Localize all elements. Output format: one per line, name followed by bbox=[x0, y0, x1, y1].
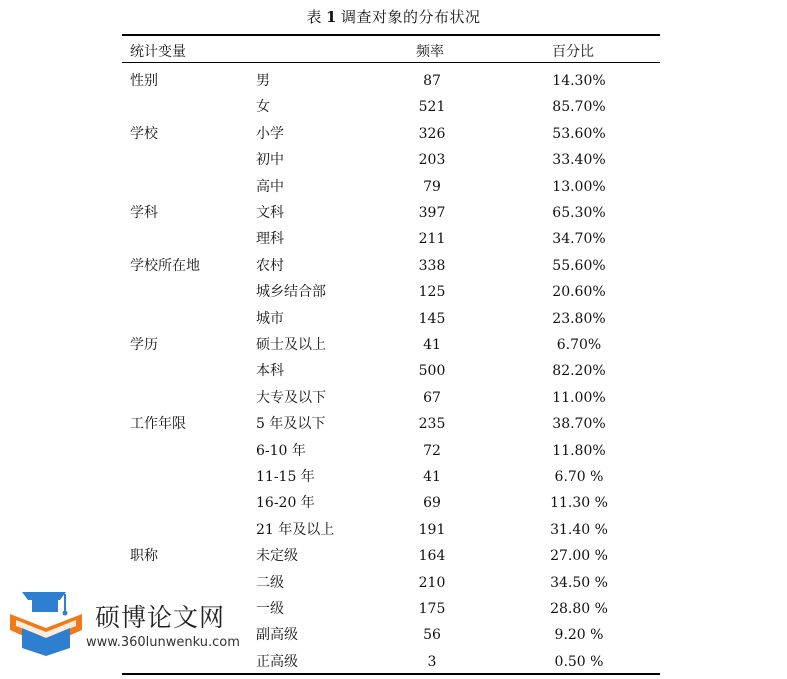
row-percent: 9.20 % bbox=[554, 627, 604, 644]
row-frequency: 500 bbox=[418, 363, 446, 380]
table-row bbox=[122, 388, 660, 414]
row-frequency: 41 bbox=[423, 469, 441, 485]
row-percent: 11.80% bbox=[552, 442, 606, 459]
table-row bbox=[122, 309, 660, 335]
table-row bbox=[122, 97, 660, 123]
table-top-rule bbox=[122, 34, 660, 36]
row-percent: 11.00% bbox=[552, 389, 606, 406]
row-frequency: 56 bbox=[423, 627, 441, 644]
row-group-label: 工作年限 bbox=[130, 416, 186, 433]
row-percent: 11.30 % bbox=[550, 495, 608, 512]
caption-prefix: 表 bbox=[306, 8, 323, 26]
row-frequency: 338 bbox=[418, 257, 446, 274]
row-frequency: 79 bbox=[423, 178, 441, 195]
row-percent: 14.30% bbox=[552, 73, 606, 89]
row-group-label: 学历 bbox=[130, 337, 158, 353]
row-frequency: 125 bbox=[418, 284, 446, 301]
table-row bbox=[122, 467, 660, 493]
row-group-label: 性别 bbox=[130, 73, 158, 89]
row-item-label: 女 bbox=[256, 99, 270, 116]
row-percent: 13.00% bbox=[552, 178, 606, 195]
row-percent: 65.30% bbox=[552, 205, 606, 221]
header-percent: 百分比 bbox=[552, 44, 594, 60]
header-variable: 统计变量 bbox=[130, 44, 186, 60]
row-frequency: 41 bbox=[423, 337, 441, 353]
row-percent: 34.50 % bbox=[550, 574, 608, 591]
table-row bbox=[122, 229, 660, 255]
row-percent: 82.20% bbox=[552, 363, 606, 380]
table-row bbox=[122, 282, 660, 308]
row-frequency: 3 bbox=[427, 653, 437, 670]
row-item-label: 男 bbox=[256, 73, 270, 89]
row-frequency: 164 bbox=[418, 548, 446, 565]
table-row bbox=[122, 414, 660, 440]
table-row bbox=[122, 71, 660, 97]
row-frequency: 87 bbox=[423, 73, 441, 89]
row-item-label: 未定级 bbox=[256, 548, 298, 565]
row-frequency: 72 bbox=[423, 442, 441, 459]
row-frequency: 210 bbox=[418, 574, 446, 591]
row-percent: 31.40 % bbox=[550, 521, 608, 538]
row-frequency: 145 bbox=[418, 310, 446, 327]
row-percent: 38.70% bbox=[552, 416, 606, 433]
row-group-label: 学校 bbox=[130, 125, 158, 142]
table-row bbox=[122, 124, 660, 150]
row-item-label: 理科 bbox=[256, 231, 284, 248]
table-row bbox=[122, 493, 660, 519]
row-frequency: 67 bbox=[423, 389, 441, 406]
row-percent: 85.70% bbox=[552, 99, 606, 116]
table-row bbox=[122, 177, 660, 203]
row-item-label: 文科 bbox=[256, 205, 284, 221]
row-item-label: 硕士及以上 bbox=[256, 337, 326, 353]
table-row bbox=[122, 203, 660, 229]
row-item-label: 高中 bbox=[256, 178, 284, 195]
table-row bbox=[122, 335, 660, 361]
row-item-label: 5 年及以下 bbox=[256, 416, 326, 433]
header-frequency: 频率 bbox=[416, 44, 444, 60]
row-item-label: 小学 bbox=[256, 125, 284, 142]
row-item-label: 本科 bbox=[256, 363, 284, 380]
row-percent: 6.70% bbox=[556, 337, 602, 353]
row-group-label: 学校所在地 bbox=[130, 257, 200, 274]
row-frequency: 203 bbox=[418, 152, 446, 169]
table-bottom-rule bbox=[122, 673, 660, 675]
row-item-label: 11-15 年 bbox=[256, 469, 315, 485]
row-percent: 0.50 % bbox=[554, 653, 604, 670]
table-header-rule bbox=[122, 62, 660, 63]
row-frequency: 235 bbox=[418, 416, 446, 433]
table-caption bbox=[0, 6, 787, 27]
row-frequency: 521 bbox=[418, 99, 446, 116]
row-frequency: 191 bbox=[418, 521, 446, 538]
row-item-label: 6-10 年 bbox=[256, 442, 306, 459]
row-percent: 6.70 % bbox=[554, 469, 604, 485]
row-group-label: 学科 bbox=[130, 205, 158, 221]
row-percent: 33.40% bbox=[552, 152, 606, 169]
row-frequency: 326 bbox=[418, 125, 446, 142]
row-frequency: 211 bbox=[418, 231, 446, 248]
row-percent: 20.60% bbox=[552, 284, 606, 301]
row-item-label: 城市 bbox=[256, 310, 284, 327]
row-percent: 55.60% bbox=[552, 257, 606, 274]
row-item-label: 农村 bbox=[256, 257, 284, 274]
row-frequency: 69 bbox=[423, 495, 441, 512]
row-item-label: 大专及以下 bbox=[256, 389, 326, 406]
row-item-label: 副高级 bbox=[256, 627, 298, 644]
row-item-label: 16-20 年 bbox=[256, 495, 315, 512]
table-row bbox=[122, 441, 660, 467]
watermark-title: 硕博论文网 bbox=[95, 603, 226, 632]
row-item-label: 正高级 bbox=[256, 653, 298, 670]
table-row bbox=[122, 150, 660, 176]
row-item-label: 一级 bbox=[256, 601, 284, 617]
row-group-label: 职称 bbox=[130, 548, 158, 565]
row-item-label: 二级 bbox=[256, 574, 284, 591]
row-frequency: 397 bbox=[418, 205, 446, 221]
row-percent: 23.80% bbox=[552, 310, 606, 327]
row-percent: 28.80 % bbox=[550, 601, 608, 617]
row-item-label: 初中 bbox=[256, 152, 284, 169]
watermark-url: www.360lunwenku.com bbox=[86, 635, 240, 650]
row-percent: 53.60% bbox=[552, 125, 606, 142]
caption-number: 1 bbox=[326, 8, 337, 26]
table-row bbox=[122, 546, 660, 572]
table-row bbox=[122, 520, 660, 546]
row-item-label: 21 年及以上 bbox=[256, 521, 335, 538]
caption-title: 调查对象的分布状况 bbox=[340, 8, 481, 26]
table-row bbox=[122, 361, 660, 387]
row-item-label: 城乡结合部 bbox=[256, 284, 326, 301]
table-row bbox=[122, 256, 660, 282]
row-frequency: 175 bbox=[418, 601, 446, 617]
row-percent: 27.00 % bbox=[550, 548, 608, 565]
row-percent: 34.70% bbox=[552, 231, 606, 248]
